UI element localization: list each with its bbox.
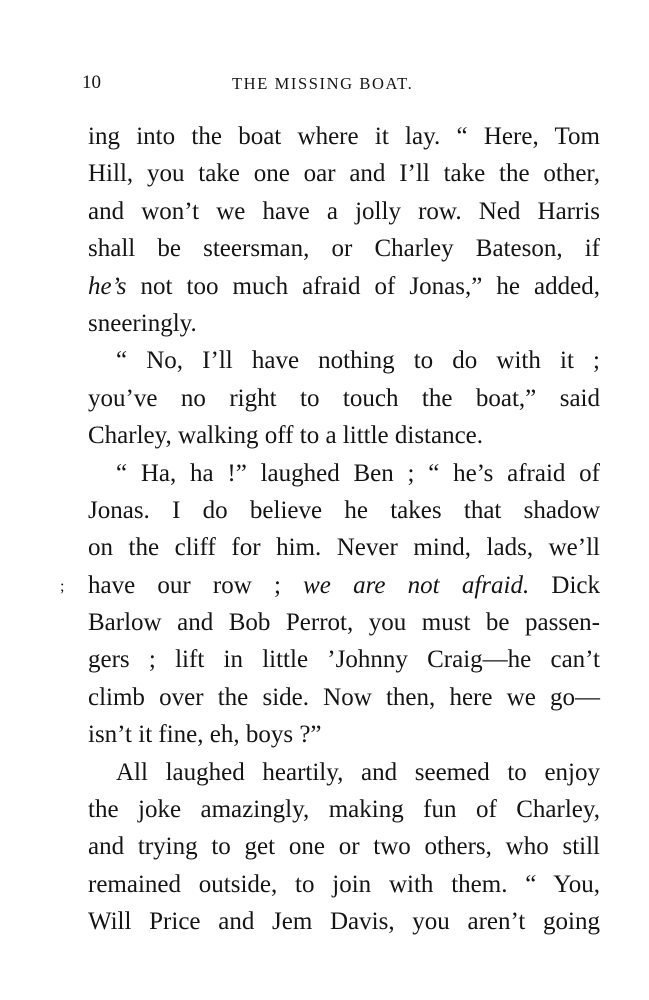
text-line: you’ve no right to touch the boat,” said (88, 384, 600, 412)
text-line: Hill, you take one oar and I’ll take the other, (88, 160, 600, 188)
text-line: “ No, I’ll have nothing to do with it ; (116, 347, 600, 375)
text-line: All laughed heartily, and seemed to enjoy (116, 758, 600, 786)
text-span: have our row ; (88, 571, 304, 599)
text-line (88, 268, 600, 305)
margin-mark: ; (60, 578, 65, 595)
italic-word: he’s (88, 272, 127, 300)
text-span: Dick (529, 571, 600, 599)
running-head (82, 72, 602, 102)
text-line: ing into the boat where it lay. “ Here, Tom (88, 123, 600, 150)
text-line: isn’t it fine, eh, boys ?” (88, 721, 322, 749)
text-line: gers ; lift in little ’Johnny Craig—he can’t (88, 646, 600, 674)
text-line: and won’t we have a jolly row. Ned Harris (88, 197, 600, 225)
text-line: Will Price and Jem Davis, you aren’t going (88, 908, 600, 936)
text-line: Barlow and Bob Perrot, you must be passen- (88, 609, 600, 637)
text-line: Charley, walking off to a little distance. (88, 422, 484, 450)
text-line: and trying to get one or two others, who still (88, 833, 600, 861)
text-line: “ Ha, ha !” laughed Ben ; “ he’s afraid of (116, 459, 600, 487)
body-text (88, 118, 600, 941)
text-span: not too much afraid of Jonas,” he added, (126, 272, 600, 300)
text-line: Jonas. I do believe he takes that shadow (88, 496, 600, 524)
text-line: the joke amazingly, making fun of Charley, (88, 796, 600, 824)
page-number: 10 (82, 72, 101, 93)
text-line: on the cliff for him. Never mind, lads, we’ll (88, 534, 600, 562)
running-title: THE MISSING BOAT. (232, 74, 414, 93)
text-line: shall be steersman, or Charley Bateson, if (88, 235, 600, 263)
italic-phrase: we are not afraid. (303, 571, 530, 599)
text-line: sneeringly. (88, 309, 197, 337)
text-line: climb over the side. Now then, here we go— (88, 683, 600, 711)
text-line: remained outside, to join with them. “ You, (88, 870, 600, 898)
text-line (88, 567, 600, 604)
